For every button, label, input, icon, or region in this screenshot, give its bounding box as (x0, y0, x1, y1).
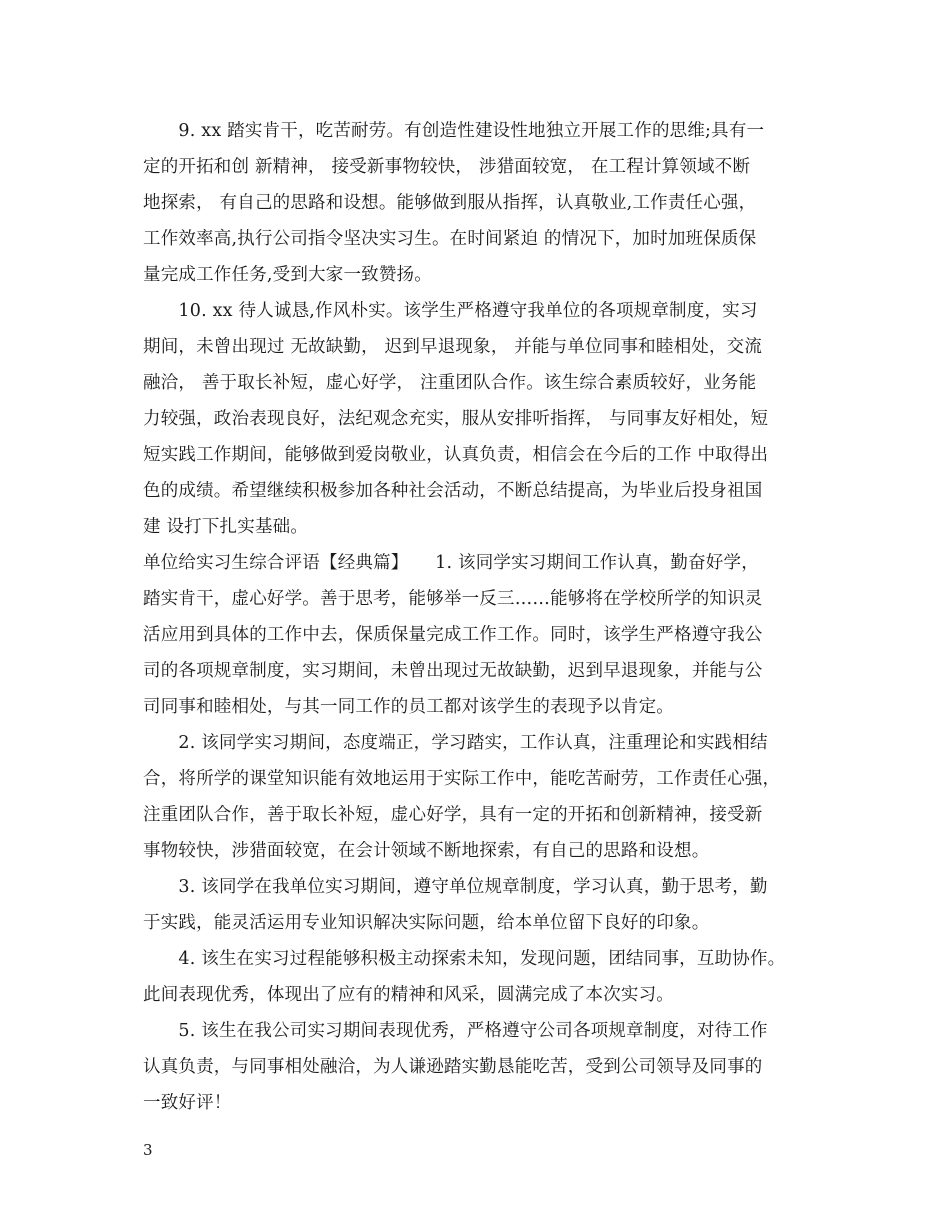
text-line: 短实践工作期间，能够做到爱岗敬业，认真负责，相信会在今后的工作 中取得出 (143, 445, 769, 465)
page-number: 3 (143, 1141, 153, 1159)
text-line: 踏实肯干，虚心好学。善于思考，能够举一反三……能够将在学校所学的知识灵 (143, 589, 763, 609)
text-line: 认真负责，与同事相处融洽，为人谦逊踏实勤恳能吃苦，受到公司领导及同事的 (143, 1057, 763, 1077)
text-line: 色的成绩。希望继续积极参加各种社会活动，不断总结提高，为毕业后投身祖国 (143, 481, 763, 501)
text-line: 建 设打下扎实基础。 (143, 517, 309, 537)
text-line: 地探索， 有自己的思路和设想。能够做到服从指挥，认真敬业,工作责任心强， (143, 193, 757, 213)
text-line: 此间表现优秀，体现出了应有的精神和风采，圆满完成了本次实习。 (143, 985, 674, 1005)
text-line: 定的开拓和创 新精神， 接受新事物较快， 涉猎面较宽， 在工程计算领域不断 (143, 157, 751, 177)
text-line: 注重团队合作，善于取长补短，虚心好学，具有一定的开拓和创新精神，接受新 (143, 805, 763, 825)
text-line: 2. 该同学实习期间，态度端正，学习踏实，工作认真，注重理论和实践相结 (143, 733, 768, 753)
text-line: 活应用到具体的工作中去，保质保量完成工作工作。同时，该学生严格遵守我公 (143, 625, 763, 645)
text-line: 5. 该生在我公司实习期间表现优秀，严格遵守公司各项规章制度，对待工作 (143, 1021, 768, 1041)
text-line: 司同事和睦相处，与其一同工作的员工都对该学生的表现予以肯定。 (143, 697, 674, 717)
text-line: 力较强，政治表现良好，法纪观念充实，服从安排听指挥， 与同事友好相处，短 (143, 409, 769, 429)
text-line: 4. 该生在实习过程能够积极主动探索未知，发现问题，团结同事，互助协作。 (143, 949, 786, 969)
text-line: 司的各项规章制度，实习期间，未曾出现过无故缺勤，迟到早退现象，并能与公 (143, 661, 763, 681)
text-line: 工作效率高,执行公司指令坚决实习生。在时间紧迫 的情况下，加时加班保质保 (143, 229, 757, 249)
text-line: 于实践，能灵活运用专业知识解决实际问题，给本单位留下良好的印象。 (143, 913, 710, 933)
text-line: 期间，未曾出现过 无故缺勤， 迟到早退现象， 并能与单位同事和睦相处，交流 (143, 337, 763, 357)
text-line: 一致好评！ (143, 1093, 232, 1113)
text-line: 3. 该同学在我单位实习期间，遵守单位规章制度，学习认真，勤于思考，勤 (143, 877, 768, 897)
text-line: 单位给实习生综合评语【经典篇】 1. 该同学实习期间工作认真，勤奋好学， (143, 553, 759, 573)
text-line: 事物较快，涉猎面较宽，在会计领域不断地探索，有自己的思路和设想。 (143, 841, 710, 861)
text-line: 合，将所学的课堂知识能有效地运用于实际工作中，能吃苦耐劳，工作责任心强， (143, 769, 781, 789)
text-line: 9. xx 踏实肯干，吃苦耐劳。有创造性建设性地独立开展工作的思维;具有一 (143, 121, 765, 141)
text-line: 10. xx 待人诚恳,作风朴实。该学生严格遵守我单位的各项规章制度，实习 (143, 301, 758, 321)
text-line: 融洽， 善于取长补短，虚心好学， 注重团队合作。该生综合素质较好，业务能 (143, 373, 757, 393)
text-line: 量完成工作任务,受到大家一致赞扬。 (143, 265, 432, 285)
